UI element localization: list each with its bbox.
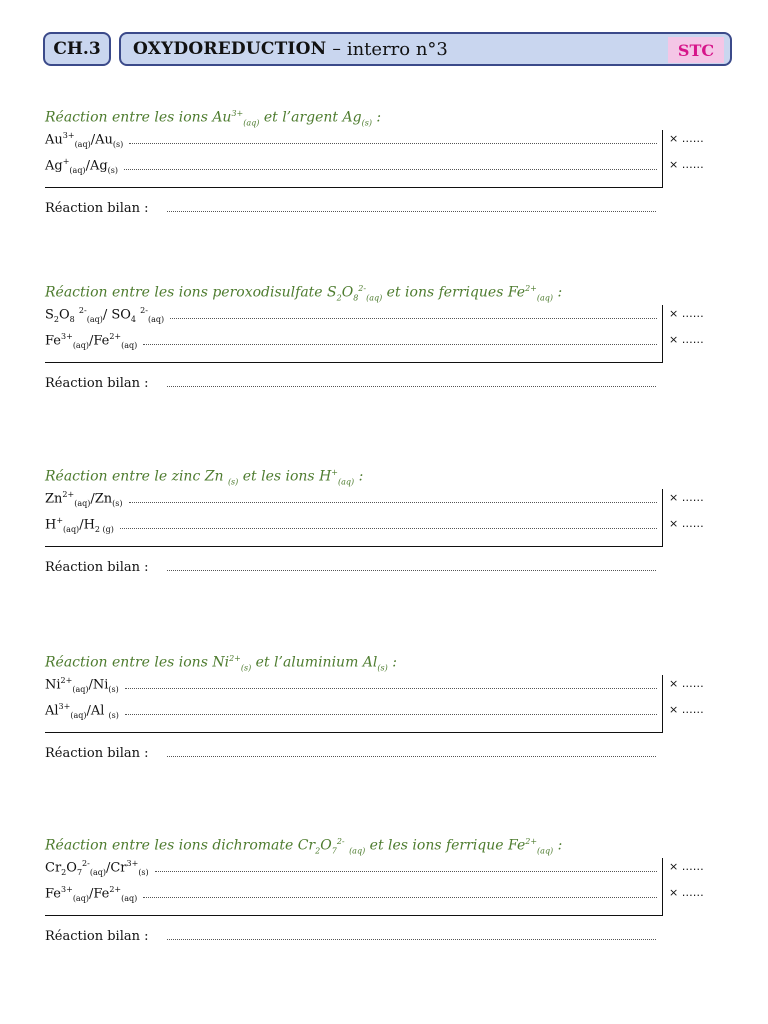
overall-reaction-answer-line[interactable] [167, 756, 657, 757]
level-badge: STC [668, 37, 724, 63]
multiplier-blank[interactable]: × …… [669, 307, 704, 320]
redox-couple: $Au^{3+}_{(aq)}/Au_{(s)}$ [45, 131, 124, 149]
redox-couple: $Ag^+_{(aq)}/Ag_{(s)}$ [45, 157, 119, 175]
title-separator: – [332, 39, 341, 59]
redox-couple: $Fe^{3+}_{(aq)}/Fe^{2+}_{(aq)}$ [45, 332, 138, 350]
half-equation-row [45, 305, 710, 325]
answer-line[interactable] [129, 143, 657, 144]
half-equation-row [45, 884, 710, 904]
redox-couple: $Cr_2O_7^{2-}_{(aq)}/Cr^{3+}_{(s)}$ [45, 859, 149, 877]
overall-reaction-row [45, 743, 656, 763]
answer-line[interactable] [155, 871, 657, 872]
half-equation-row [45, 489, 710, 509]
multiplier-blank[interactable]: × …… [669, 860, 704, 873]
half-equation-row [45, 675, 710, 695]
half-equation-row [45, 858, 710, 878]
half-equation-row [45, 156, 710, 176]
overall-reaction-answer-line[interactable] [167, 939, 657, 940]
answer-line[interactable] [143, 344, 657, 345]
multiplier-blank[interactable]: × …… [669, 158, 704, 171]
title-banner [119, 32, 732, 66]
exercise-title: Réaction entre les ions peroxodisulfate $S_2O_8^{2-}_{(aq)}$ et ions ferriques $Fe^{2+}_{(aq)}$ : [45, 284, 563, 303]
overall-reaction-row [45, 198, 656, 218]
answer-line[interactable] [143, 897, 657, 898]
multiplier-blank[interactable]: × …… [669, 333, 704, 346]
answer-line[interactable] [125, 688, 657, 689]
multiplier-blank[interactable]: × …… [669, 677, 704, 690]
overall-reaction-answer-line[interactable] [167, 211, 657, 212]
exercise-section [45, 463, 725, 575]
redox-couple: $Ni^{2+}_{(aq)}/Ni_{(s)}$ [45, 676, 119, 694]
multiplier-blank[interactable]: × …… [669, 517, 704, 530]
half-equation-row [45, 130, 710, 150]
answer-line[interactable] [129, 502, 657, 503]
redox-couple: $Al^{3+}_{(aq)}/Al$ $_{(s)}$ [45, 702, 119, 720]
half-equations-box [45, 305, 704, 363]
exercise-title: Réaction entre le zinc Zn $_{(s)}$ et les ions $H^+_{(aq)}$ : [45, 468, 364, 487]
redox-couple: $S_2O_8$ $^{2-}_{(aq)}$/ $SO_4$ $^{2-}_{(aq)}$ [45, 306, 165, 324]
half-equations-box [45, 675, 704, 733]
overall-reaction-answer-line[interactable] [167, 570, 657, 571]
overall-reaction-label: Réaction bilan : [45, 559, 149, 575]
overall-reaction-answer-line[interactable] [167, 386, 657, 387]
overall-reaction-label: Réaction bilan : [45, 200, 149, 216]
half-equations-box [45, 130, 704, 188]
answer-line[interactable] [120, 528, 657, 529]
exercise-section [45, 832, 725, 944]
overall-reaction-row [45, 557, 656, 577]
overall-reaction-label: Réaction bilan : [45, 375, 149, 391]
overall-reaction-label: Réaction bilan : [45, 928, 149, 944]
exercise-title: Réaction entre les ions $Ni^{2+}_{(s)}$ et l’aluminium $Al_{(s)}$ : [45, 654, 397, 673]
exercise-section [45, 279, 725, 391]
exercise-section [45, 104, 725, 216]
page-subtitle: interro n°3 [346, 38, 448, 60]
multiplier-blank[interactable]: × …… [669, 886, 704, 899]
chapter-badge: CH.3 [43, 32, 111, 66]
exercise-section [45, 649, 725, 761]
half-equation-row [45, 701, 710, 721]
half-equations-box [45, 489, 704, 547]
page-header [43, 32, 732, 68]
overall-reaction-row [45, 373, 656, 393]
overall-reaction-label: Réaction bilan : [45, 745, 149, 761]
multiplier-blank[interactable]: × …… [669, 491, 704, 504]
overall-reaction-row [45, 926, 656, 946]
exercise-title: Réaction entre les ions $Au^{3+}_{(aq)}$ et l’argent $Ag_{(s)}$ : [45, 109, 382, 128]
page-title: OXYDOREDUCTION [133, 39, 327, 59]
multiplier-blank[interactable]: × …… [669, 703, 704, 716]
answer-line[interactable] [170, 318, 657, 319]
redox-couple: $Fe^{3+}_{(aq)}/Fe^{2+}_{(aq)}$ [45, 885, 138, 903]
redox-couple: $Zn^{2+}_{(aq)}/Zn_{(s)}$ [45, 490, 123, 508]
half-equation-row [45, 331, 710, 351]
answer-line[interactable] [124, 169, 657, 170]
multiplier-blank[interactable]: × …… [669, 132, 704, 145]
redox-couple: $H^+_{(aq)}/H_{2 (g)}$ [45, 516, 114, 534]
exercise-title: Réaction entre les ions dichromate $Cr_2O_7^{2-}$ $_{(aq)}$ et les ions ferrique $Fe^{2+}_{(aq)}$ : [45, 837, 563, 856]
answer-line[interactable] [125, 714, 657, 715]
half-equation-row [45, 515, 710, 535]
half-equations-box [45, 858, 704, 916]
